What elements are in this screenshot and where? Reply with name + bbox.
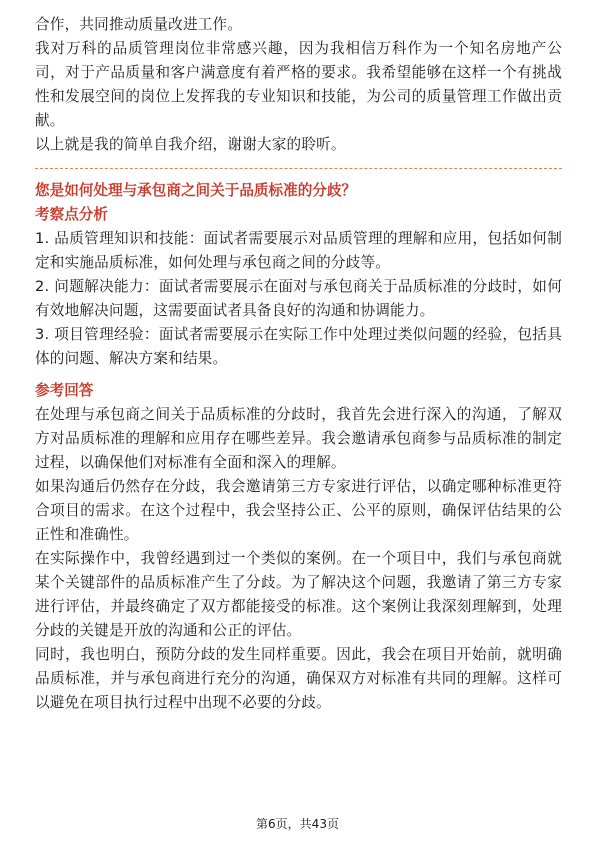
paragraph: 以上就是我的简单自我介绍，谢谢大家的聆听。	[35, 136, 346, 153]
paragraph: 我对万科的品质管理岗位非常感兴趣，因为我相信万科作为一个知名房地产公司，对于产品质量和客户满意度有着严格的要求。我希望能够在这样一个有挑战性和发展空间的岗位上发挥我的专业知识和技能，为公司的质量管理工作做出贡献。	[35, 40, 562, 129]
paragraph: 合作，共同推动质量改进工作。	[35, 16, 243, 33]
section-divider	[35, 168, 562, 169]
analysis-section	[35, 203, 562, 371]
page-number: 第6页，共43页	[256, 817, 339, 831]
answer-heading: 参考回答	[35, 382, 94, 399]
question-title: 您是如何处理与承包商之间关于品质标准的分歧？	[35, 182, 357, 199]
analysis-item: 1. 品质管理知识和技能：面试者需要展示对品质管理的理解和应用，包括如何制定和实施品质标准，如何处理与承包商之间的分歧等。	[35, 230, 562, 271]
answer-paragraph: 在实际操作中，我曾经遇到过一个类似的案例。在一个项目中，我们与承包商就某个关键部件的品质标准产生了分歧。为了解决这个问题，我邀请了第三方专家进行评估，并最终确定了双方都能接受的标准。这个案例让我深刻理解到，处理分歧的关键是开放的沟通和公正的评估。	[35, 550, 562, 639]
answer-section	[35, 379, 562, 715]
intro-section	[35, 13, 562, 157]
document-body	[35, 13, 562, 715]
answer-paragraph: 在处理与承包商之间关于品质标准的分歧时，我首先会进行深入的沟通，了解双方对品质标准的理解和应用存在哪些差异。我会邀请承包商参与品质标准的制定过程，以确保他们对标准有全面和深入的理解。	[35, 406, 562, 471]
analysis-item: 3. 项目管理经验：面试者需要展示在实际工作中处理过类似问题的经验，包括具体的问题、解决方案和结果。	[35, 326, 562, 367]
answer-paragraph: 同时，我也明白，预防分歧的发生同样重要。因此，我会在项目开始前，就明确品质标准，并与承包商进行充分的沟通，确保双方对标准有共同的理解。这样可以避免在项目执行过程中出现不必要的分歧。	[35, 646, 562, 711]
answer-paragraph: 如果沟通后仍然存在分歧，我会邀请第三方专家进行评估，以确定哪种标准更符合项目的需求。在这个过程中，我会坚持公正、公平的原则，确保评估结果的公正性和准确性。	[35, 478, 562, 543]
analysis-item: 2. 问题解决能力：面试者需要展示在面对与承包商关于品质标准的分歧时，如何有效地解决问题，这需要面试者具备良好的沟通和协调能力。	[35, 278, 562, 319]
analysis-heading: 考察点分析	[35, 206, 108, 223]
